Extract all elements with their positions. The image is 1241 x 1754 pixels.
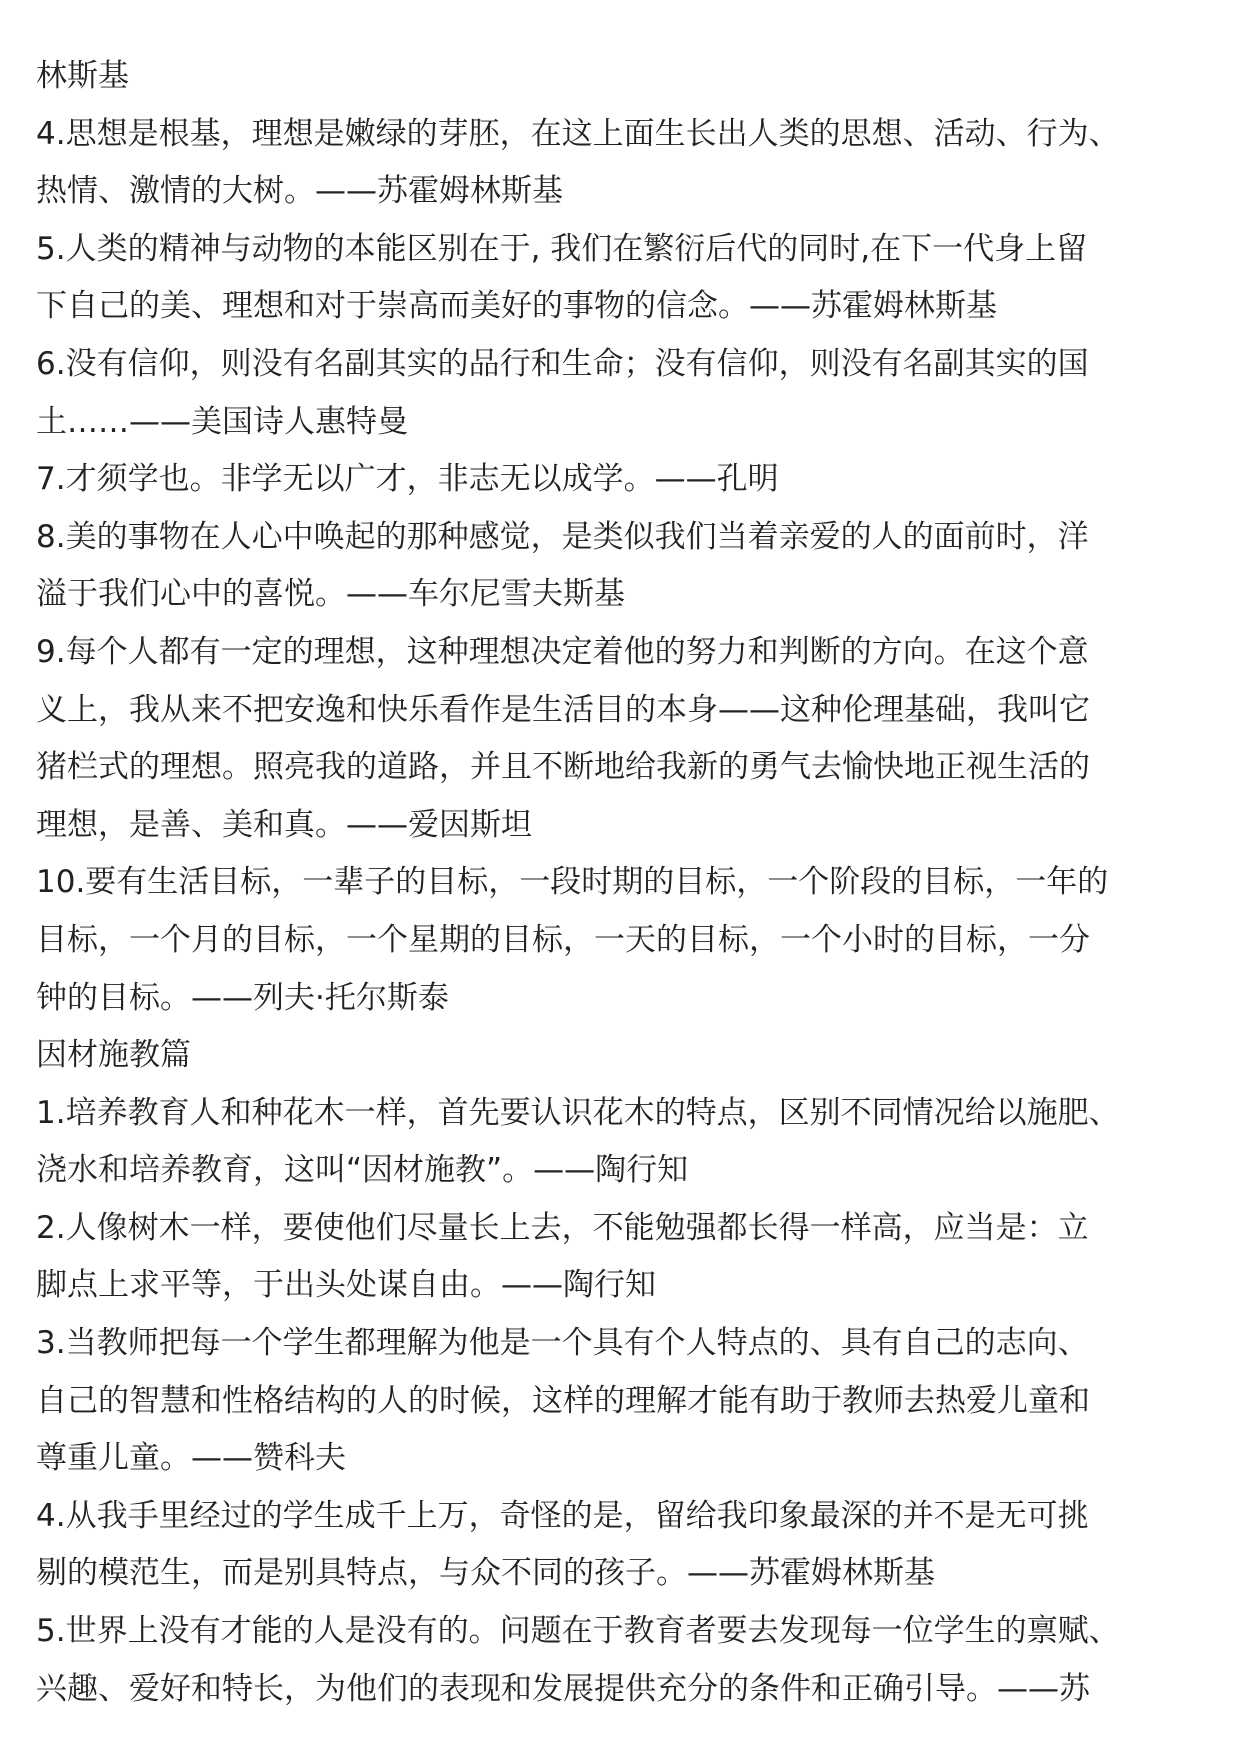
text-line: 2.人像树木一样，要使他们尽量长上去，不能勉强都长得一样高，应当是：立	[36, 1209, 1089, 1246]
text-line: 3.当教师把每一个学生都理解为他是一个具有个人特点的、具有自己的志向、	[36, 1325, 1089, 1362]
text-line: 理想，是善、美和真。——爱因斯坦	[36, 806, 532, 843]
text-line: 自己的智慧和性格结构的人的时候，这样的理解才能有助于教师去热爱儿童和	[36, 1382, 1090, 1419]
text-line: 热情、激情的大树。——苏霍姆林斯基	[36, 173, 563, 210]
text-line: 4.从我手里经过的学生成千上万，奇怪的是，留给我印象最深的并不是无可挑	[36, 1497, 1089, 1534]
document-page	[36, 48, 1208, 1718]
text-line: 4.思想是根基，理想是嫩绿的芽胚，在这上面生长出人类的思想、活动、行为、	[36, 115, 1120, 152]
text-line: 剔的模范生，而是别具特点，与众不同的孩子。——苏霍姆林斯基	[36, 1555, 935, 1592]
text-line: 5.人类的精神与动物的本能区别在于, 我们在繁衍后代的同时,在下一代身上留	[36, 230, 1088, 267]
text-line: 脚点上求平等，于出头处谋自由。——陶行知	[36, 1267, 656, 1304]
text-line: 目标，一个月的目标，一个星期的目标，一天的目标，一个小时的目标，一分	[36, 921, 1090, 958]
text-line: 6.没有信仰，则没有名副其实的品行和生命；没有信仰，则没有名副其实的国	[36, 345, 1089, 382]
text-line: 猪栏式的理想。照亮我的道路，并且不断地给我新的勇气去愉快地正视生活的	[36, 749, 1090, 786]
text-line: 10.要有生活目标，一辈子的目标，一段时期的目标，一个阶段的目标，一年的	[36, 864, 1109, 901]
text-line: 5.世界上没有才能的人是没有的。问题在于教育者要去发现每一位学生的禀赋、	[36, 1613, 1120, 1650]
text-line: 尊重儿童。——赞科夫	[36, 1440, 346, 1477]
text-line: 9.每个人都有一定的理想，这种理想决定着他的努力和判断的方向。在这个意	[36, 633, 1089, 670]
text-line: 1.培养教育人和种花木一样，首先要认识花木的特点，区别不同情况给以施肥、	[36, 1094, 1120, 1131]
text-line: 义上，我从来不把安逸和快乐看作是生活目的本身——这种伦理基础，我叫它	[36, 691, 1090, 728]
text-line: 林斯基	[36, 58, 129, 94]
text-line: 下自己的美、理想和对于崇高而美好的事物的信念。——苏霍姆林斯基	[36, 288, 997, 325]
text-line: 钟的目标。——列夫·托尔斯泰	[36, 979, 449, 1016]
section-heading: 因材施教篇	[36, 1037, 191, 1074]
text-line: 8.美的事物在人心中唤起的那种感觉，是类似我们当着亲爱的人的面前时，洋	[36, 518, 1089, 555]
text-line: 土……——美国诗人惠特曼	[36, 403, 408, 440]
text-line: 兴趣、爱好和特长，为他们的表现和发展提供充分的条件和正确引导。——苏	[36, 1670, 1090, 1707]
text-line: 7.才须学也。非学无以广才，非志无以成学。——孔明	[36, 461, 779, 498]
text-line: 溢于我们心中的喜悦。——车尔尼雪夫斯基	[36, 576, 625, 613]
text-line: 浇水和培养教育，这叫“因材施教”。——陶行知	[36, 1152, 689, 1189]
